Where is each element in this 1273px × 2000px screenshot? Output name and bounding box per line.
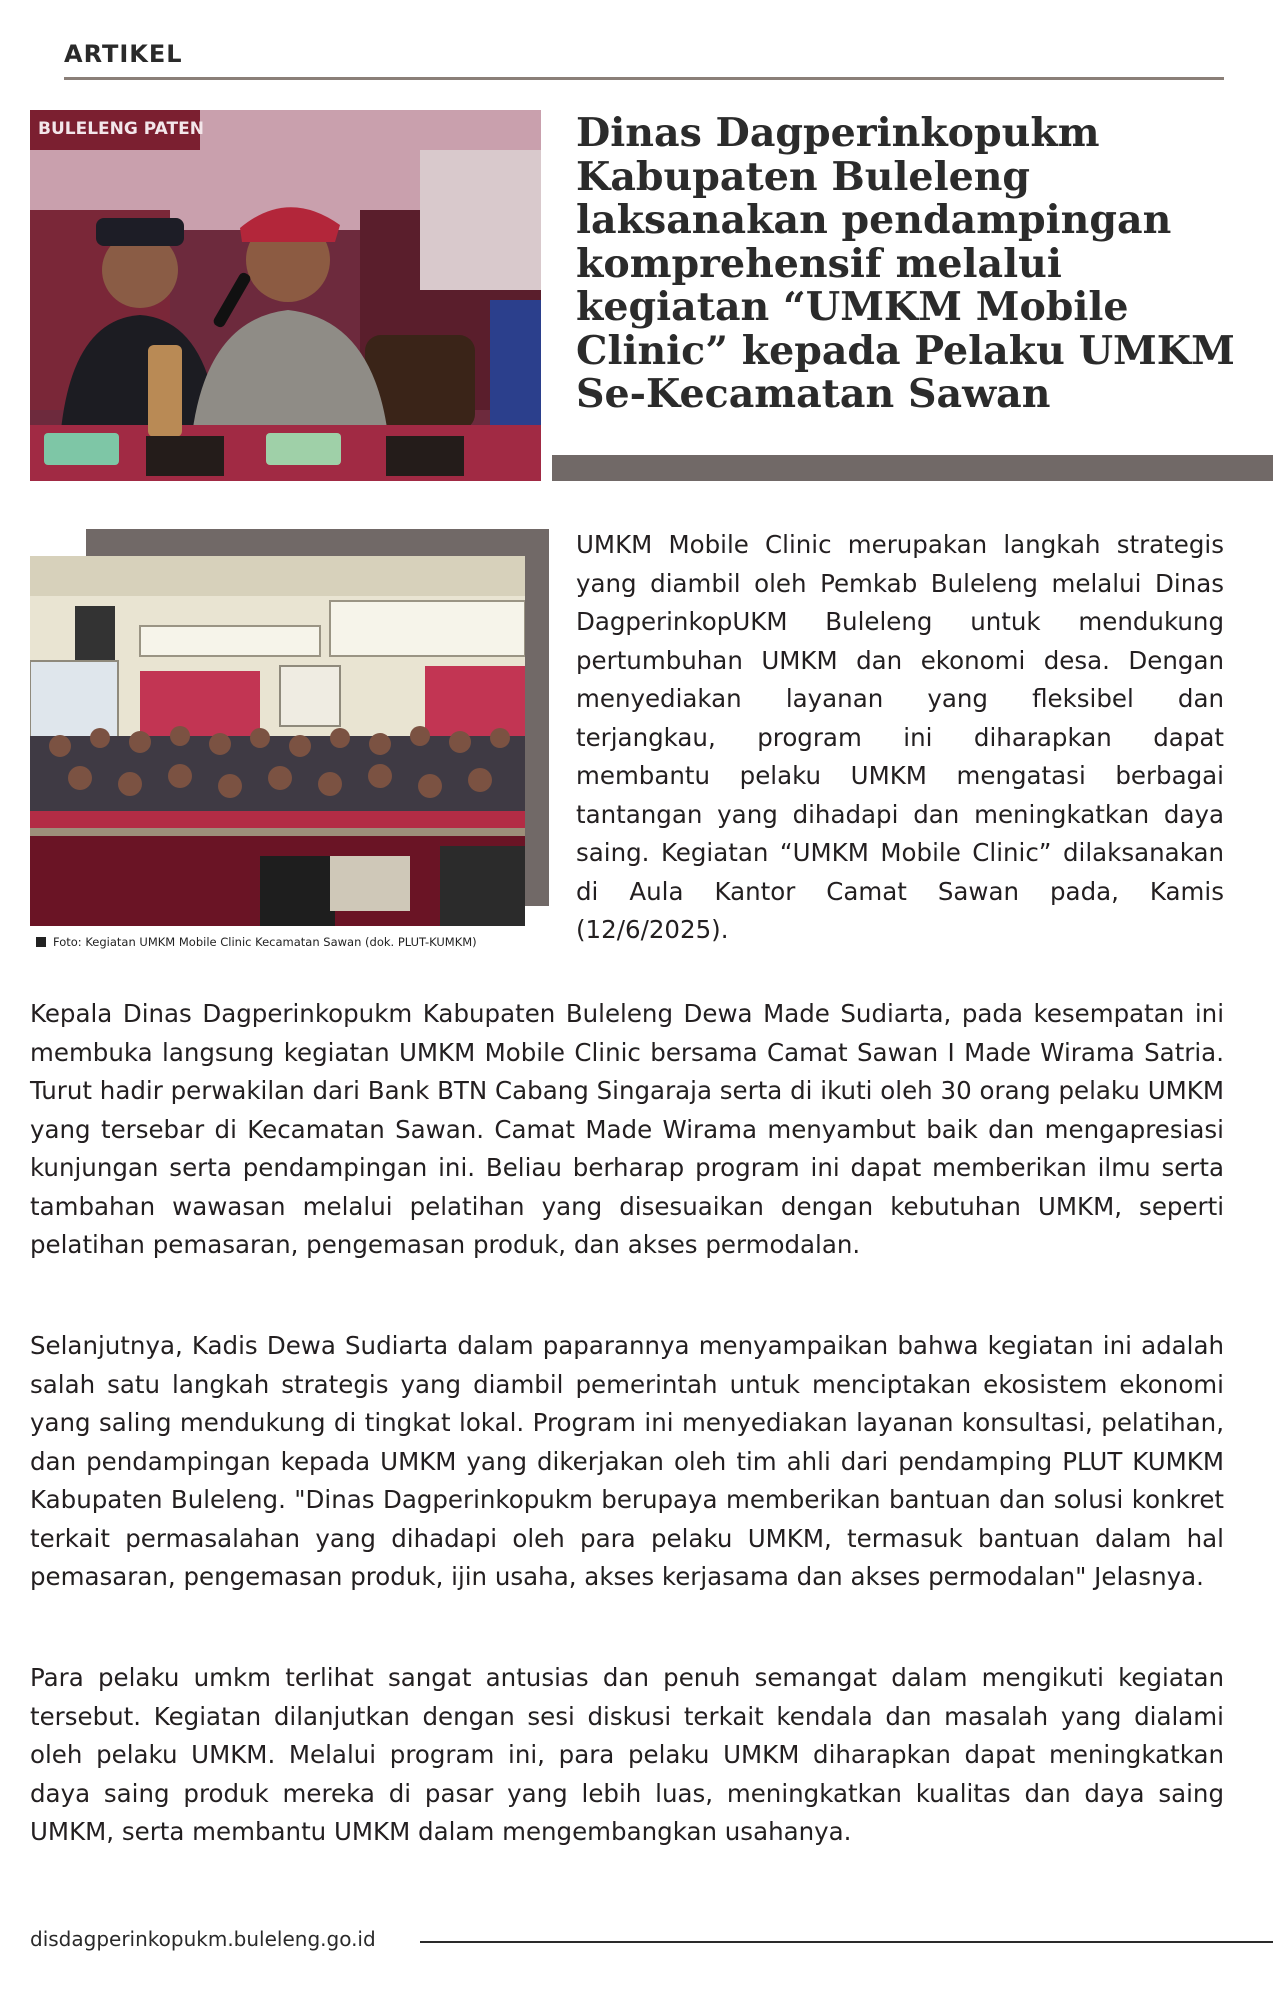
footer-website-link[interactable]: disdagperinkopukm.buleleng.go.id: [30, 1927, 376, 1951]
body-paragraph-1: UMKM Mobile Clinic merupakan langkah strategis yang diambil oleh Pemkab Buleleng melalui Dinas DagperinkopUKM Buleleng untuk mendukung pertumbuhan UMKM dan ekonomi desa. Dengan menyediakan layanan yang fleksibel dan terjangkau, program ini diharapkan dapat membantu pelaku UMKM mengatasi berbagai tantangan yang dihadapi dan meningkatkan daya saing. Kegiatan “UMKM Mobile Clinic” dilaksanakan di Aula Kantor Camat Sawan pada, Kamis (12/6/2025).: [576, 530, 1224, 944]
body-paragraph-2: Kepala Dinas Dagperinkopukm Kabupaten Buleleng Dewa Made Sudiarta, pada kesempatan ini membuka langsung kegiatan UMKM Mobile Clinic bersama Camat Sawan I Made Wirama Satria. Turut hadir perwakilan dari Bank BTN Cabang Singaraja serta di ikuti oleh 30 orang pelaku UMKM yang tersebar di Kecamatan Sawan. Camat Made Wirama menyambut baik dan mengapresiasi kunjungan serta pendampingan ini. Beliau berharap program ini dapat memberikan ilmu serta tambahan wawasan melalui pelatihan yang disesuaikan dengan kebutuhan UMKM, seperti pelatihan pemasaran, pengemasan produk, dan akses permodalan.: [30, 999, 1224, 1259]
hero-photo-illustration: [30, 110, 541, 481]
photo-caption: [36, 935, 477, 949]
body-paragraph-3: Selanjutnya, Kadis Dewa Sudiarta dalam paparannya menyampaikan bahwa kegiatan ini adalah salah satu langkah strategis yang diambil pemerintah untuk menciptakan ekosistem ekonomi yang saling mendukung di tingkat lokal. Program ini menyediakan layanan konsultasi, pelatihan, dan pendampingan kepada UMKM yang dikerjakan oleh tim ahli dari pendamping PLUT KUMKM Kabupaten Buleleng. "Dinas Dagperinkopukm berupaya memberikan bantuan dan solusi konkret terkait permasalahan yang dihadapi oleh para pelaku UMKM, termasuk bantuan dalam hal pemasaran, pengemasan produk, ijin usaha, akses kerjasama dan akses permodalan" Jelasnya.: [30, 1331, 1224, 1591]
footer-divider: [420, 1941, 1273, 1943]
top-divider: [64, 77, 1224, 80]
photo-caption-text: Foto: Kegiatan UMKM Mobile Clinic Kecamatan Sawan (dok. PLUT-KUMKM): [53, 935, 477, 949]
headline-accent-bar: [552, 455, 1273, 481]
section-label: ARTIKEL: [64, 40, 183, 68]
caption-bullet: [36, 937, 46, 947]
audience-photo-illustration: [30, 556, 525, 926]
banner-text: BULELENG PATEN: [38, 119, 204, 139]
audience-photo: [30, 556, 525, 926]
hero-photo: [30, 110, 541, 481]
body-paragraph-4: Para pelaku umkm terlihat sangat antusias dan penuh semangat dalam mengikuti kegiatan tersebut. Kegiatan dilanjutkan dengan sesi diskusi terkait kendala dan masalah yang dialami oleh pelaku UMKM. Melalui program ini, para pelaku UMKM diharapkan dapat meningkatkan daya saing produk mereka di pasar yang lebih luas, meningkatkan kualitas dan daya saing UMKM, serta membantu UMKM dalam mengembangkan usahanya.: [30, 1663, 1224, 1846]
article-headline: Dinas Dagperinkopukm Kabupaten Buleleng laksanakan pendampingan komprehensif melalui kegiatan “UMKM Mobile Clinic” kepada Pelaku UMKM Se-Kecamatan Sawan: [576, 110, 1235, 417]
